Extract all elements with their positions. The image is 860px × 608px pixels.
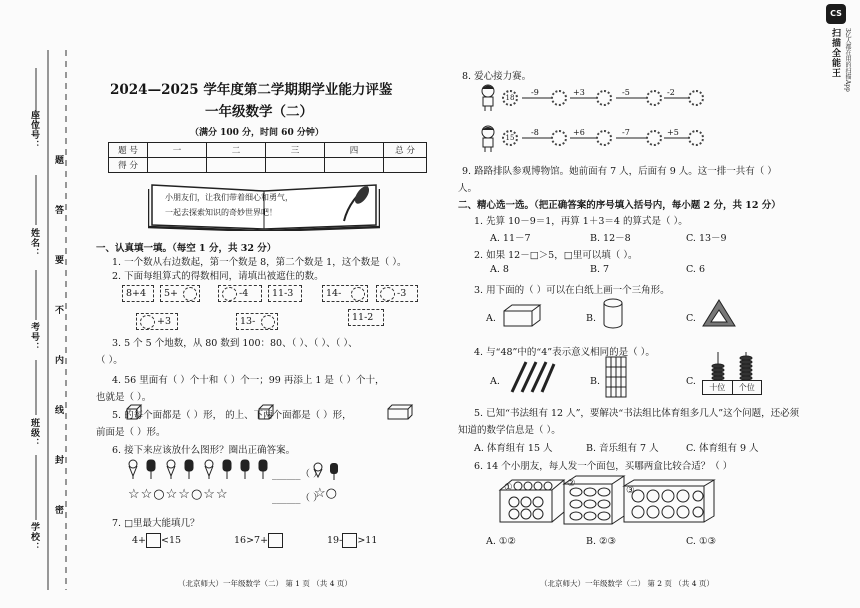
q9-line1: 9. 路路排队参观博物馆。她前面有 7 人，后面有 9 人。这一排一共有（ ）: [462, 166, 777, 177]
q7-text: 4+: [132, 535, 147, 546]
s2-q6-opt-b[interactable]: B. ②③: [586, 536, 617, 547]
expr-box: [376, 285, 418, 302]
class-label: 班级：: [29, 418, 39, 448]
chain1-arrows: [518, 96, 698, 100]
score-cell[interactable]: [384, 158, 427, 173]
shape-options: ☆○: [314, 486, 337, 501]
s2-q5-opt-a[interactable]: A. 体育组有 15 人: [474, 443, 553, 454]
popsicle-options: [310, 461, 342, 481]
expr-box: [268, 285, 302, 302]
s2-q6-opt-c[interactable]: C. ①③: [686, 536, 717, 547]
q7-text: >11: [357, 535, 378, 546]
cuboid-icon: [502, 303, 542, 329]
expr-text: -3: [397, 288, 407, 299]
long-cuboid-icon: [386, 404, 414, 420]
s1-q1: 1. 一个数从右边数起，第一个数是 8，第二个数是 1，这个数是（ ）。: [112, 257, 407, 268]
q8: 8. 爱心接力赛。: [462, 71, 532, 82]
score-header: 一: [148, 143, 207, 158]
binding-lines: [0, 0, 70, 608]
warning-char: 答: [53, 205, 63, 215]
s2-q1-opt-a[interactable]: A. 11－7: [490, 233, 531, 244]
section1-heading: 一、认真填一填。（每空 1 分，共 32 分）: [96, 243, 277, 254]
q7-text: <15: [161, 535, 182, 546]
expr-box: [322, 285, 368, 302]
answer-box[interactable]: [342, 533, 357, 548]
s1-q6: 6. 接下来应该放什么图形？圈出正确答案。: [112, 445, 296, 456]
expr-box: [136, 313, 178, 330]
s2-q2-opt-a[interactable]: A. 8: [490, 264, 509, 275]
shape-sequence: ☆☆○☆☆○☆☆: [128, 487, 229, 502]
chain2-op: +6: [573, 128, 585, 137]
brand-logo: CS: [826, 4, 846, 24]
chain2-op: -8: [531, 128, 539, 137]
s2-q2-opt-b[interactable]: B. 7: [590, 264, 610, 275]
triangle-ruler-icon: [701, 298, 737, 330]
footer-page-2: （北京师大）一年级数学（二） 第 2 页 （共 4 页）: [540, 579, 714, 588]
cylinder-icon: [602, 298, 624, 330]
chain1-op: -5: [622, 88, 630, 97]
expr-box: [236, 313, 278, 330]
s1-q3-line2: （ ）。: [96, 355, 123, 366]
cuboid-icon: [257, 404, 275, 420]
abacus-icon: [702, 350, 762, 380]
s2-q6: 6. 14 个小朋友，每人发一个面包，买哪两盒比较合适？（ ）: [474, 461, 733, 472]
s2-q2: 2. 如果 12－□＞5，□里可以填（ ）。: [474, 250, 638, 261]
score-cell[interactable]: [148, 158, 207, 173]
s1-q3-line1: 3. 5 个 5 个地数，从 80 数到 100：80、（ ）、（ ）、（ ）、: [112, 338, 358, 349]
chain2-arrows: [518, 136, 698, 140]
score-cell[interactable]: [325, 158, 384, 173]
s2-q2-opt-c[interactable]: C. 6: [686, 264, 706, 275]
s2-q5-opt-c[interactable]: C. 体育组有 9 人: [686, 443, 759, 454]
sticks-icon: [508, 360, 556, 394]
s2-q3: 3. 用下面的（ ）可以在白纸上画一个三角形。: [474, 285, 670, 296]
name-label: 姓名：: [29, 228, 39, 258]
expr-text: 13-: [240, 316, 256, 327]
s2-q4-opt-c[interactable]: C.: [686, 376, 696, 387]
expr-text: 5+: [164, 288, 179, 299]
q7-item-1: [132, 533, 181, 548]
warning-char: 封: [53, 455, 63, 465]
popsicle-sequence: [125, 458, 275, 480]
s2-q3-opt-c[interactable]: C.: [686, 313, 696, 324]
q7-text: 16>7+: [234, 535, 269, 546]
child-icon: [478, 125, 502, 153]
expr-text: -4: [239, 288, 249, 299]
s1-q5-line2: 前面是（ ）形。: [96, 427, 166, 438]
expr-box: [348, 309, 384, 326]
cube-blocks-icon: [605, 356, 627, 398]
expr-text: 11-3: [272, 288, 294, 299]
q7-text: 19-: [327, 535, 343, 546]
s2-q5-line1: 5. 已知“书法组有 12 人”，要解决“书法组比体育组多几人”这个问题，还必须: [474, 408, 800, 419]
s2-q4-opt-a[interactable]: A.: [490, 376, 500, 387]
warning-char: 内: [53, 355, 63, 365]
warning-char: 不: [53, 305, 63, 315]
expr-text: 8+4: [126, 288, 147, 299]
s2-q3-opt-a[interactable]: A.: [486, 313, 496, 324]
box-1-label: ①: [504, 482, 513, 493]
cloud-icon: [222, 287, 237, 301]
box-3-label: ③: [626, 485, 635, 496]
expr-text: 11-2: [352, 312, 374, 323]
expr-text: 14-: [326, 288, 342, 299]
score-cell[interactable]: [207, 158, 266, 173]
child-icon: [478, 84, 502, 112]
warning-char: 密: [53, 505, 63, 515]
s2-q5-opt-b[interactable]: B. 音乐组有 7 人: [586, 443, 659, 454]
s1-q7: 7. □里最大能填几？: [112, 518, 200, 529]
s1-q4-line1: 4. 56 里面有（ ）个十和（ ）个一；99 再添上 1 是（ ）个十，: [112, 375, 385, 386]
answer-box[interactable]: [146, 533, 161, 548]
warning-char: 题: [53, 155, 63, 165]
warning-char: 要: [53, 255, 63, 265]
footer-page-1: （北京师大）一年级数学（二） 第 1 页 （共 4 页）: [178, 579, 352, 588]
q7-item-3: [327, 533, 377, 548]
chain2-start: 15: [502, 130, 518, 146]
brand-tagline: 3亿人都在用的扫描App: [844, 28, 851, 92]
cloud-icon: [351, 287, 365, 301]
exam-number-label: 考号：: [29, 322, 39, 352]
chain1-op: -9: [531, 88, 539, 97]
s2-q6-opt-a[interactable]: A. ①②: [486, 536, 516, 547]
score-header: 三: [266, 143, 325, 158]
s2-q4-opt-b[interactable]: B.: [590, 376, 601, 387]
exam-meta: （满分 100 分，时间 60 分钟）: [190, 128, 324, 138]
score-header: 题 号: [109, 143, 148, 158]
score-table: [108, 142, 427, 173]
ones-label: 个位: [738, 383, 755, 392]
expr-box: [160, 285, 200, 302]
exam-subtitle: 一年级数学（二）: [205, 104, 313, 120]
s2-q1-opt-c[interactable]: C. 13－9: [686, 233, 727, 244]
abacus-base: [702, 380, 762, 395]
warning-char: 线: [53, 405, 63, 415]
tens-label: 十位: [703, 381, 733, 394]
s1-q6-answer-1[interactable]: ______（ ）: [272, 469, 323, 480]
s2-q4: 4. 与“48”中的“4”表示意义相同的是（ ）。: [474, 347, 655, 358]
q9-line2: 人。: [458, 183, 478, 194]
school-label: 学校：: [29, 522, 39, 552]
s2-q1: 1. 先算 10－9＝1，再算 1＋3＝4 的算式是（ ）。: [474, 216, 688, 227]
score-row-label: 得 分: [109, 158, 148, 173]
section2-heading: 二、精心选一选。（把正确答案的序号填入括号内，每小题 2 分，共 12 分）: [458, 200, 781, 211]
answer-box[interactable]: [268, 533, 283, 548]
exam-title: 2024—2025 学年度第二学期期学业能力评鉴: [110, 82, 393, 98]
s2-q3-opt-b[interactable]: B.: [586, 313, 597, 324]
expr-box: [122, 285, 154, 302]
score-header: 二: [207, 143, 266, 158]
s1-q2: 2. 下面每组算式的得数相同，请填出被遮住的数。: [112, 271, 324, 282]
seat-label: 座位号：: [29, 110, 39, 150]
cloud-icon: [183, 287, 197, 301]
banner-line-1: 小朋友们，让我们带着细心和勇气，: [165, 193, 293, 202]
score-cell[interactable]: [266, 158, 325, 173]
chain1-start: 18: [502, 90, 518, 106]
s1-q5-line1: 5. 的每个面都是（ ）形， 的上、下两个面都是（ ）形，: [112, 410, 352, 421]
score-header: 四: [325, 143, 384, 158]
s2-q1-opt-b[interactable]: B. 12－8: [590, 233, 631, 244]
brand-name: 扫描全能王: [830, 28, 840, 78]
chain2-op: -7: [622, 128, 630, 137]
cube-icon: [125, 404, 143, 420]
cloud-icon: [140, 315, 155, 329]
s1-q4-line2: 也就是（ ）。: [96, 392, 152, 403]
box-2-label: ②: [567, 478, 576, 489]
cloud-icon: [380, 287, 395, 301]
expr-text: +3: [157, 316, 172, 327]
banner-line-2: 一起去探索知识的奇妙世界吧！: [165, 208, 277, 217]
bread-boxes: [498, 472, 728, 528]
chain2-op: +5: [667, 128, 679, 137]
score-header: 总 分: [384, 143, 427, 158]
book-illustration: [148, 181, 380, 231]
s2-q5-line2: 知道的数学信息是（ ）。: [458, 425, 561, 436]
chain1-op: +3: [573, 88, 585, 97]
chain1-op: -2: [667, 88, 675, 97]
expr-box: [218, 285, 262, 302]
q7-item-2: [234, 533, 283, 548]
s1-q6-answer-2[interactable]: ______（ ）: [272, 493, 323, 504]
cloud-icon: [261, 315, 275, 329]
